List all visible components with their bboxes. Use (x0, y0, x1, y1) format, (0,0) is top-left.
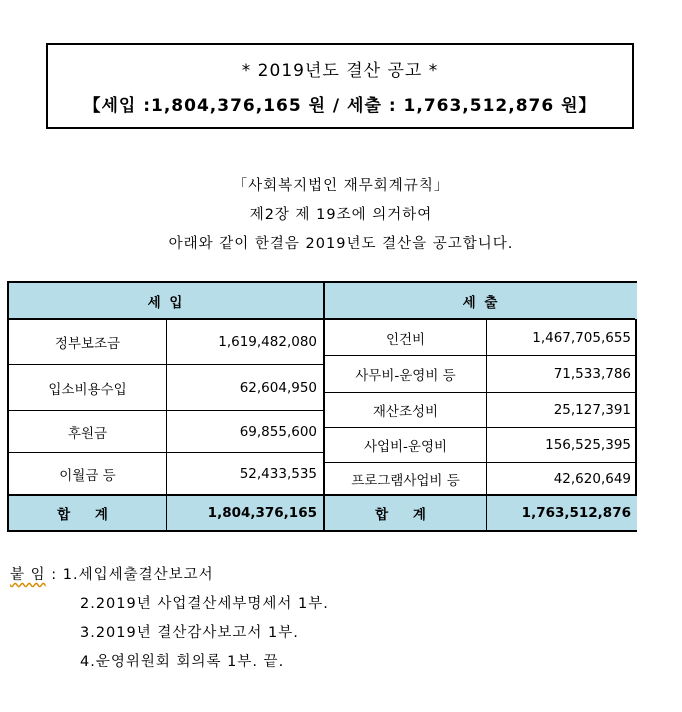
revenue-value: 62,604,950 (239, 379, 317, 396)
table-divider (325, 392, 635, 393)
attachment-text: 1.세입세출결산보고서 (62, 567, 214, 583)
attachment-item: 4.운영위원회 회의록 1부. 끝. (80, 654, 285, 670)
expense-value: 1,467,705,655 (532, 329, 631, 346)
table-divider (325, 427, 635, 428)
announcement-totals: 【세입 :1,804,376,165 원 / 세출 : 1,763,512,876 원】 (83, 96, 597, 116)
expense-value: 156,525,395 (545, 437, 631, 453)
table-divider (325, 355, 635, 356)
expense-label: 재산조성비 (372, 404, 439, 420)
attachment-item: 3.2019년 결산감사보고서 1부. (80, 625, 299, 641)
table-divider (9, 452, 323, 453)
intro-line-3: 아래와 같이 한결음 2019년도 결산을 공고합니다. (168, 236, 514, 252)
revenue-label: 이월금 등 (59, 468, 116, 484)
revenue-label: 입소비용수입 (48, 381, 127, 398)
revenue-total-value: 1,804,376,165 (167, 496, 323, 530)
expense-label: 인건비 (385, 331, 426, 348)
attachments (10, 561, 329, 677)
expense-value: 25,127,391 (553, 402, 631, 418)
revenue-value: 52,433,535 (239, 466, 317, 482)
announcement-title: * 2019년도 결산 공고 * (241, 61, 439, 81)
intro-line-2: 제2장 제 19조에 의거하여 (249, 207, 433, 223)
revenue-label: 정부보조금 (54, 336, 121, 352)
expense-header: 세 출 (325, 283, 637, 319)
announcement-title-box (46, 43, 634, 129)
revenue-header: 세 입 (9, 283, 323, 319)
attachments-label: 붙 임 (10, 567, 46, 583)
table-divider (9, 494, 635, 496)
table-divider (325, 462, 635, 463)
table-divider (9, 410, 323, 411)
table-divider (9, 318, 635, 320)
revenue-value: 69,855,600 (239, 423, 317, 440)
revenue-value: 1,619,482,080 (218, 334, 317, 350)
expense-value: 42,620,649 (553, 471, 631, 487)
expense-label: 사무비-운영비 등 (355, 368, 456, 384)
revenue-label: 후원금 (67, 425, 108, 442)
revenue-total-label: 합 계 (9, 496, 166, 530)
table-divider (166, 320, 167, 530)
expense-label: 프로그램사업비 등 (351, 473, 460, 489)
attachment-item: 2.2019년 사업결산세부명세서 1부. (80, 596, 329, 612)
table-divider (323, 283, 325, 530)
expense-total-value: 1,763,512,876 (487, 496, 637, 530)
intro-text (0, 172, 682, 259)
attachment-item: 붙 임 : 1.세입세출결산보고서 (10, 567, 214, 583)
expense-total-label: 합 계 (325, 496, 486, 530)
expense-value: 71,533,786 (553, 366, 631, 382)
intro-line-1: 「사회복지법인 재무회계규칙」 (232, 178, 450, 194)
table-divider (9, 364, 323, 365)
table-divider (486, 320, 487, 530)
expense-label: 사업비-운영비 (363, 439, 448, 455)
budget-table (7, 281, 637, 532)
